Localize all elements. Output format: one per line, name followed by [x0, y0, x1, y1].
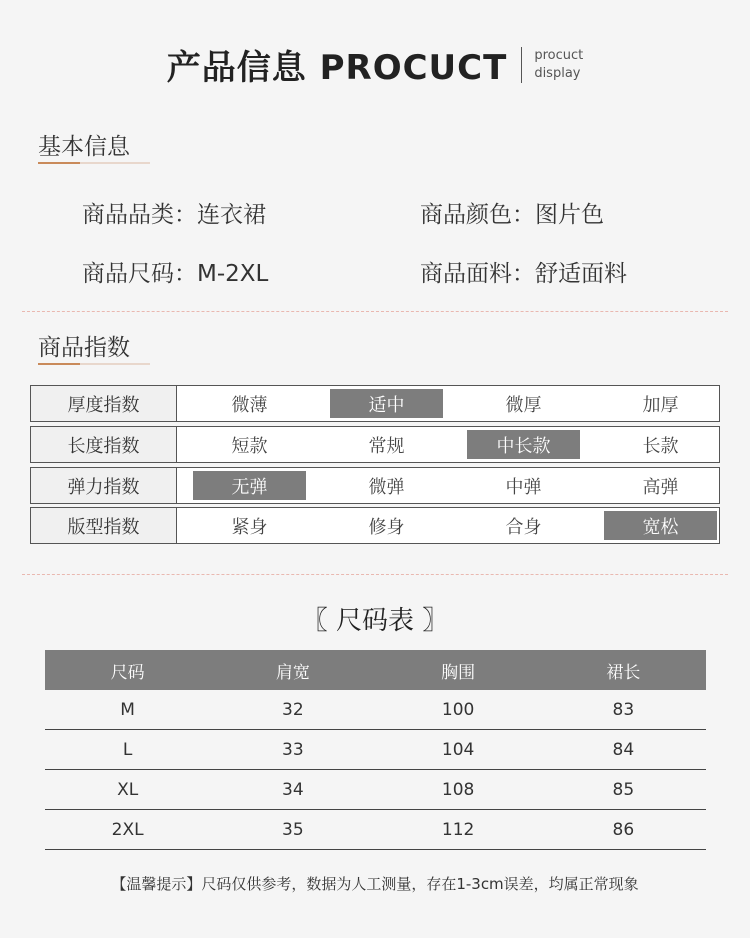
- index-underline: [38, 363, 150, 365]
- table-row: [45, 690, 706, 730]
- index-row: [30, 507, 720, 544]
- index-option: 中弹: [505, 476, 542, 498]
- index-option-selected: 适中: [330, 389, 443, 418]
- table-row: [45, 770, 706, 810]
- index-option-selected: 无弹: [193, 471, 306, 500]
- size-cell: L: [122, 739, 133, 760]
- header-divider: [521, 47, 522, 83]
- header-subtitle-line1: procuct: [534, 47, 584, 63]
- index-title: 商品指数: [38, 335, 130, 361]
- size-table: [45, 650, 706, 850]
- size-cell: 100: [441, 699, 475, 720]
- size-cell: M: [120, 699, 135, 720]
- index-row-label: 弹力指数: [31, 468, 177, 503]
- size-header-cell: 裙长: [606, 662, 641, 683]
- size-header-cell: 肩宽: [275, 662, 310, 683]
- page-header: [0, 40, 750, 89]
- size-cell: XL: [117, 779, 139, 800]
- header-subtitle-line2: display: [534, 65, 581, 81]
- info-fabric: 商品面料：舒适面料: [420, 261, 627, 287]
- size-cell: 35: [282, 819, 304, 840]
- index-option-selected: 宽松: [604, 511, 717, 540]
- index-option: 紧身: [231, 516, 268, 538]
- size-cell: 86: [612, 819, 635, 840]
- info-size: 商品尺码：M-2XL: [82, 261, 269, 287]
- index-row-label: 厚度指数: [31, 386, 177, 421]
- page-title: 产品信息 PROCUCT: [166, 48, 508, 88]
- size-table-body: [45, 690, 706, 850]
- size-header-cell: 胸围: [441, 662, 476, 683]
- size-cell: 112: [441, 819, 475, 840]
- info-color: 商品颜色：图片色: [420, 202, 604, 228]
- index-row-label: 版型指数: [31, 508, 177, 543]
- size-cell: 34: [282, 779, 304, 800]
- size-cell: 2XL: [111, 819, 144, 840]
- index-option-selected: 中长款: [467, 430, 580, 459]
- table-row: [45, 730, 706, 770]
- size-tip: 【温馨提示】尺码仅供参考，数据为人工测量，存在1-3cm误差，均属正常现象: [111, 875, 639, 893]
- index-option: 短款: [231, 435, 268, 457]
- size-cell: 32: [282, 699, 304, 720]
- size-cell: 84: [612, 739, 635, 760]
- size-header-cell: 尺码: [110, 662, 145, 683]
- index-option: 长款: [642, 435, 679, 457]
- size-cell: 104: [441, 739, 475, 760]
- section-divider: [22, 574, 728, 575]
- size-cell: 83: [612, 699, 635, 720]
- basic-info-underline: [38, 162, 150, 164]
- size-cell: 108: [441, 779, 475, 800]
- header-subtitle: [534, 47, 583, 83]
- index-option: 常规: [368, 435, 405, 457]
- table-row: [45, 810, 706, 850]
- size-table-header: [45, 650, 706, 690]
- size-cell: 85: [612, 779, 635, 800]
- basic-info-title: 基本信息: [38, 134, 130, 160]
- index-row-label: 长度指数: [31, 427, 177, 462]
- index-option: 微厚: [505, 394, 542, 416]
- size-table-title: 〖 尺码表 〗: [301, 606, 449, 636]
- index-row: [30, 426, 720, 463]
- index-row: [30, 385, 720, 422]
- size-cell: 33: [282, 739, 304, 760]
- section-divider: [22, 311, 728, 312]
- index-option: 修身: [368, 516, 405, 538]
- index-option: 高弹: [642, 476, 679, 498]
- index-option: 微弹: [368, 476, 405, 498]
- index-row: [30, 467, 720, 504]
- info-category: 商品品类：连衣裙: [82, 202, 266, 228]
- index-option: 微薄: [231, 394, 268, 416]
- index-option: 加厚: [642, 394, 679, 416]
- index-option: 合身: [505, 516, 542, 538]
